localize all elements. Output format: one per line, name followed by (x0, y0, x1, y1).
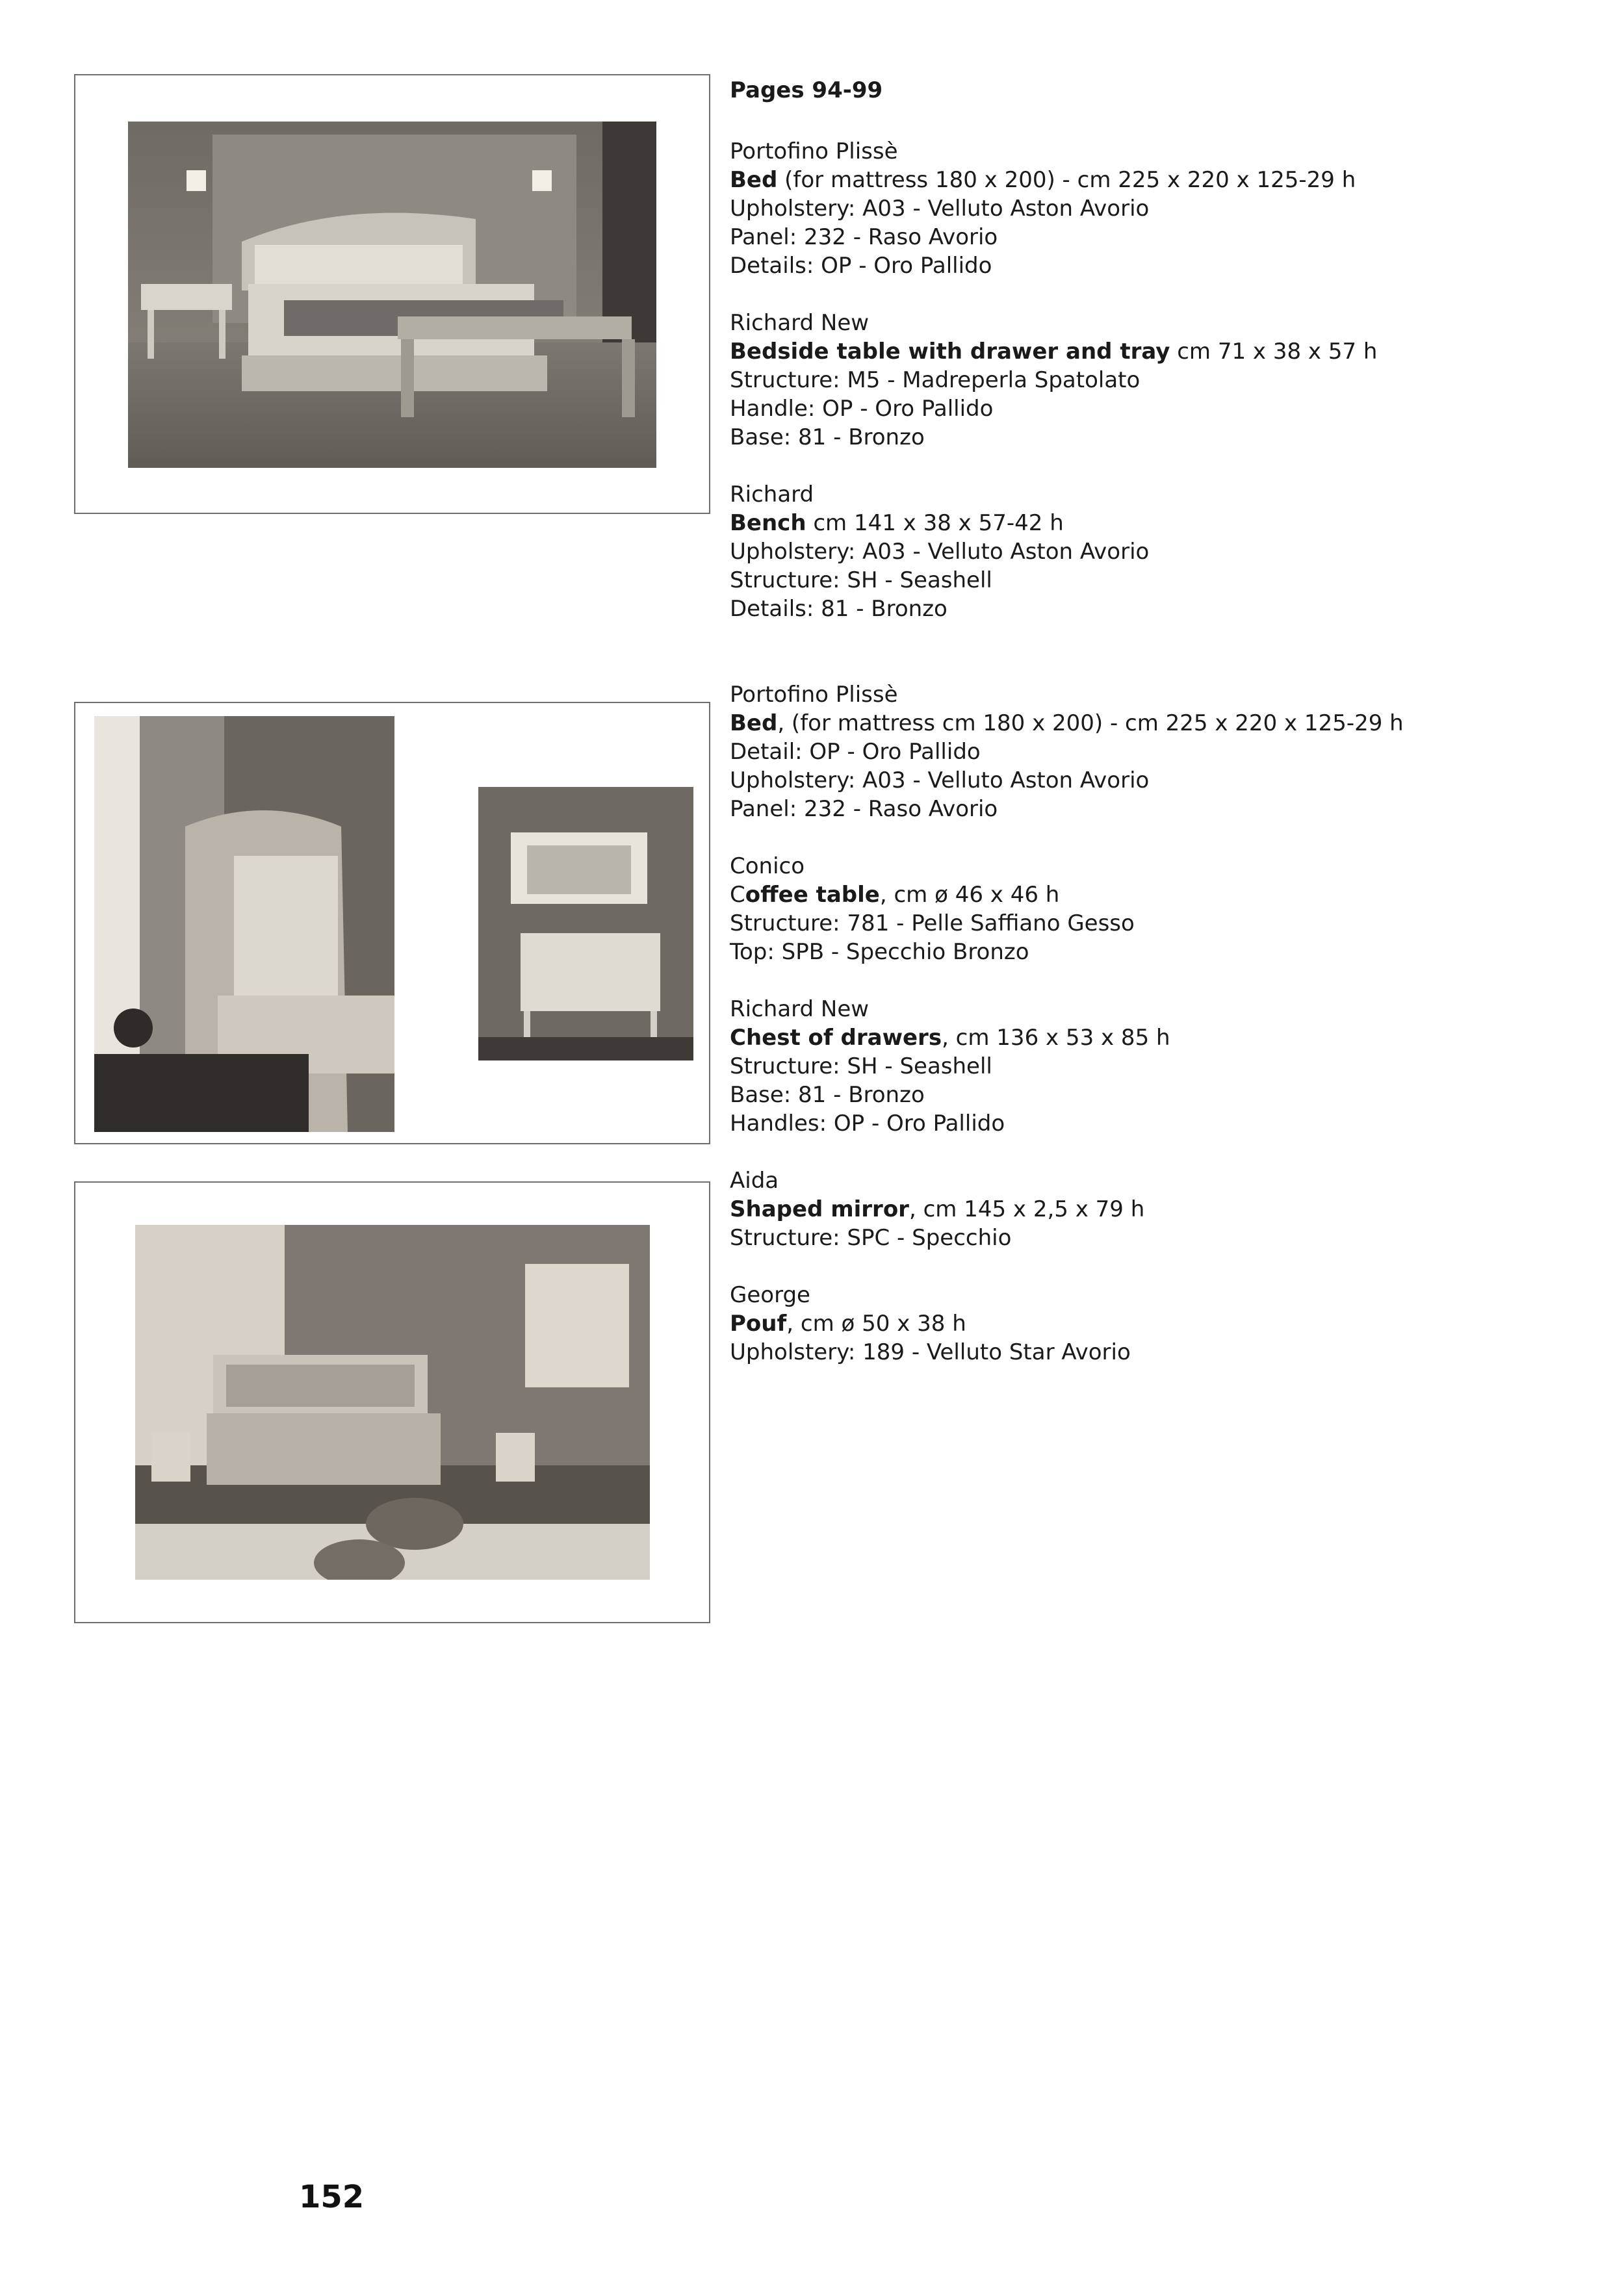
photo-frame-2 (74, 702, 710, 1144)
product-line (730, 1195, 1575, 1224)
product-line: Structure: SH - Seashell (730, 567, 992, 593)
photo-frame-1 (74, 74, 710, 514)
product-line: Portofino Plissè (730, 138, 898, 164)
product-title: Chest of drawers (730, 1025, 942, 1051)
product-line: Structure: SH - Seashell (730, 1053, 992, 1079)
product-line (730, 1309, 1575, 1338)
product-group-3 (730, 480, 1575, 623)
product-line (730, 880, 1575, 909)
product-line: Upholstery: A03 - Velluto Aston Avorio (730, 767, 1150, 793)
product-dimensions: cm 141 x 38 x 57-42 h (806, 510, 1064, 536)
product-dimensions: , (for mattress cm 180 x 200) - cm 225 x 220 x 125-29 h (777, 710, 1404, 736)
product-line (730, 166, 1575, 194)
product-title: Bedside table with drawer and tray (730, 339, 1170, 365)
product-line: Richard New (730, 310, 870, 336)
bedroom-photo-2 (135, 1225, 650, 1580)
product-line: Details: OP - Oro Pallido (730, 253, 992, 279)
product-line: Base: 81 - Bronzo (730, 1082, 925, 1108)
product-line (730, 509, 1575, 537)
product-group-4 (730, 680, 1575, 823)
product-title: offee table (745, 882, 880, 908)
photo-frame-3 (74, 1181, 710, 1623)
product-line: Upholstery: A03 - Velluto Aston Avorio (730, 539, 1150, 565)
product-title: Bed (730, 710, 778, 736)
product-title: Bench (730, 510, 806, 536)
product-line: Structure: M5 - Madreperla Spatolato (730, 367, 1141, 393)
product-title: Pouf (730, 1311, 787, 1337)
product-line: Handles: OP - Oro Pallido (730, 1111, 1005, 1137)
product-line: Structure: SPC - Specchio (730, 1225, 1012, 1251)
product-group-2 (730, 309, 1575, 452)
bed-detail-photo (94, 716, 394, 1132)
product-title: Bed (730, 167, 778, 193)
product-line: Upholstery: A03 - Velluto Aston Avorio (730, 196, 1150, 222)
product-line: Details: 81 - Bronzo (730, 596, 947, 622)
pages-label: Pages 94-99 (730, 77, 883, 103)
pages-heading (730, 76, 1575, 105)
product-group-8 (730, 1281, 1575, 1367)
product-line: Conico (730, 853, 805, 879)
product-title: Shaped mirror (730, 1196, 909, 1222)
product-line: Panel: 232 - Raso Avorio (730, 224, 998, 250)
product-title-prefix: C (730, 882, 745, 908)
product-group-7 (730, 1166, 1575, 1252)
bedroom-photo-1 (128, 122, 656, 468)
product-dimensions: (for mattress 180 x 200) - cm 225 x 220 x 125-29 h (777, 167, 1356, 193)
chest-photo (478, 787, 693, 1060)
page-number: 152 (299, 2179, 365, 2215)
product-line: Panel: 232 - Raso Avorio (730, 796, 998, 822)
product-line: Structure: 781 - Pelle Saffiano Gesso (730, 910, 1135, 936)
product-line (730, 1023, 1575, 1052)
product-dimensions: cm 71 x 38 x 57 h (1170, 339, 1378, 365)
product-group-1 (730, 137, 1575, 280)
product-line: Upholstery: 189 - Velluto Star Avorio (730, 1339, 1131, 1365)
product-line: Aida (730, 1168, 779, 1194)
product-line (730, 709, 1575, 738)
product-line: Handle: OP - Oro Pallido (730, 396, 994, 422)
product-line: Richard New (730, 996, 870, 1022)
product-line: George (730, 1282, 810, 1308)
product-dimensions: , cm 136 x 53 x 85 h (942, 1025, 1170, 1051)
product-line: Portofino Plissè (730, 682, 898, 708)
product-line: Base: 81 - Bronzo (730, 424, 925, 450)
product-line (730, 337, 1575, 366)
product-dimensions: , cm ø 50 x 38 h (786, 1311, 966, 1337)
product-dimensions: , cm 145 x 2,5 x 79 h (909, 1196, 1145, 1222)
product-line: Detail: OP - Oro Pallido (730, 739, 981, 765)
product-group-6 (730, 995, 1575, 1138)
product-line: Richard (730, 482, 814, 508)
product-dimensions: , cm ø 46 x 46 h (879, 882, 1060, 908)
product-group-5 (730, 852, 1575, 966)
product-line: Top: SPB - Specchio Bronzo (730, 939, 1029, 965)
